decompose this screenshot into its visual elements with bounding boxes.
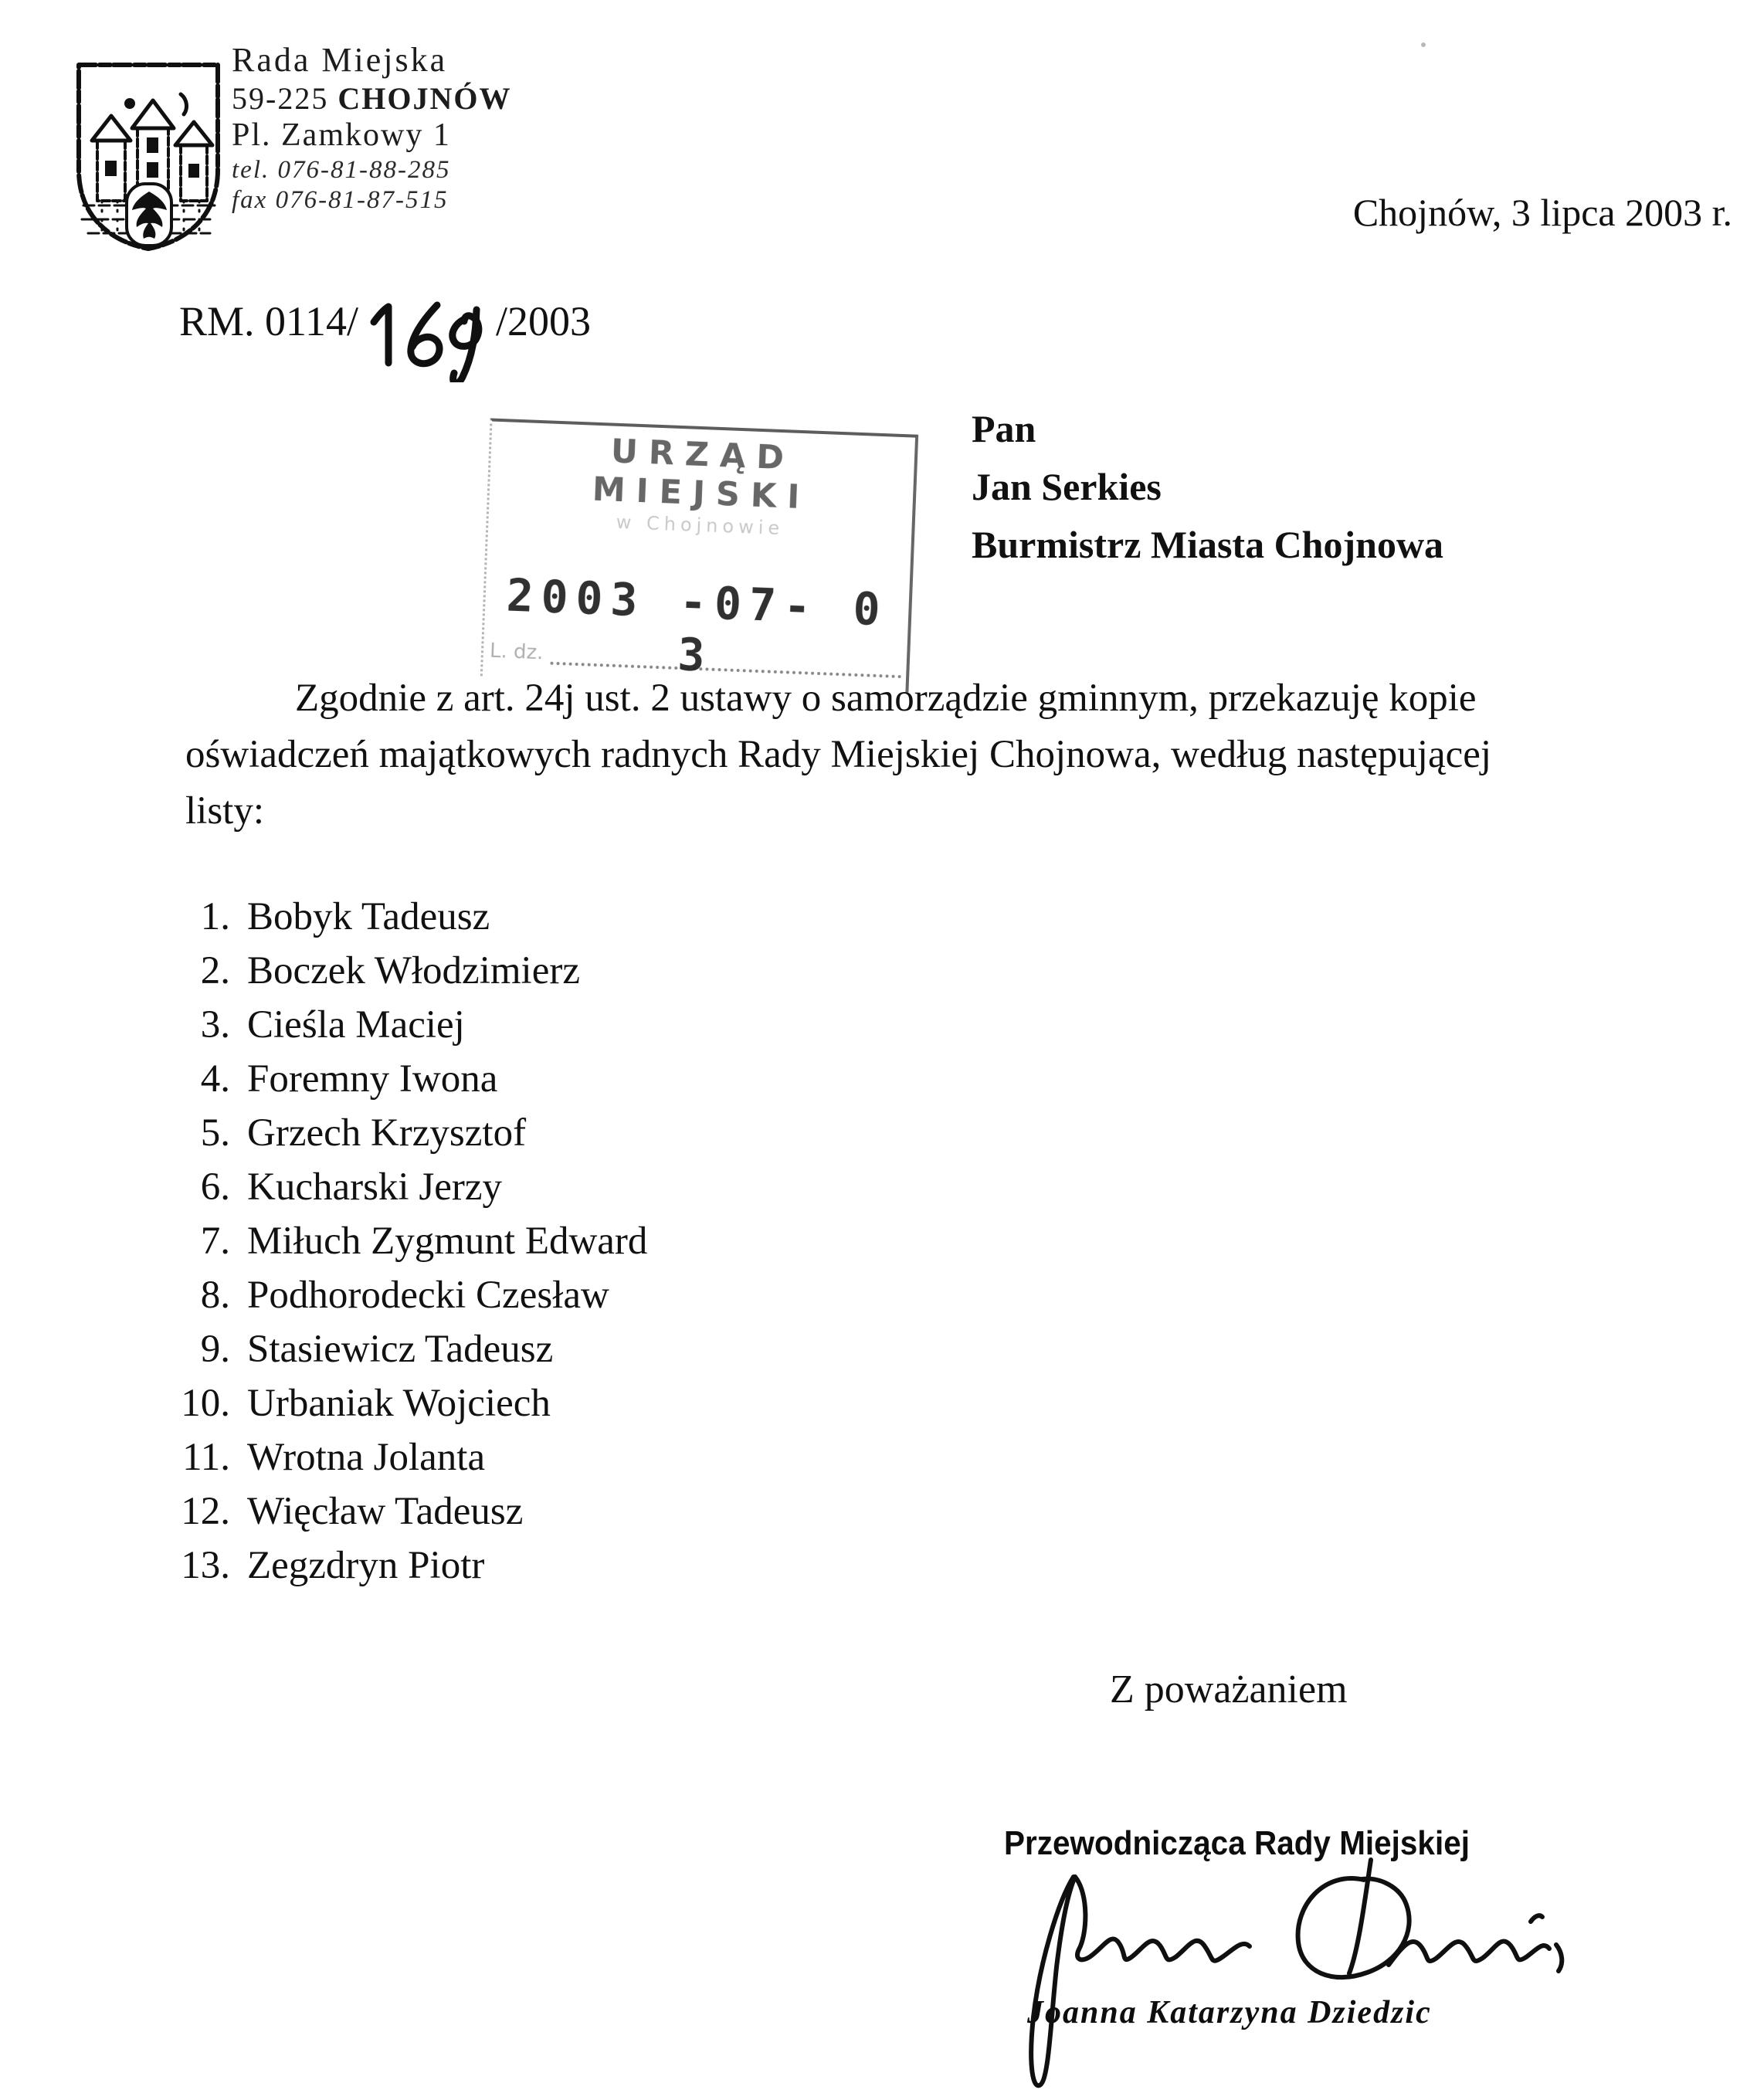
reference-suffix: /2003 <box>496 298 592 344</box>
body-paragraph <box>185 670 1703 840</box>
handwritten-case-number <box>363 287 494 382</box>
list-item-number: 12. <box>181 1490 230 1533</box>
list-item-number: 11. <box>182 1436 230 1479</box>
list-item-number: 3. <box>200 1003 230 1047</box>
list-item-number: 8. <box>200 1274 230 1317</box>
list-item <box>116 890 647 944</box>
list-item-number: 4. <box>200 1057 230 1101</box>
list-item <box>116 998 647 1052</box>
list-item <box>116 1106 647 1160</box>
recipient-block <box>972 400 1443 574</box>
list-item-name: Więcław Tadeusz <box>247 1490 524 1533</box>
list-item <box>116 1322 647 1376</box>
list-item-name: Bobyk Tadeusz <box>247 895 490 938</box>
list-item <box>116 1268 647 1322</box>
list-item-name: Cieśla Maciej <box>247 1003 465 1047</box>
handwritten-signature <box>987 1847 1597 2100</box>
stamp-office-name: URZĄD MIEJSKI <box>591 432 812 517</box>
list-item-name: Grzech Krzysztof <box>247 1111 527 1155</box>
letterhead <box>232 40 511 215</box>
reference-prefix: RM. 0114/ <box>179 298 359 344</box>
signer-printed-name: Joanna Katarzyna Dziedzic <box>1027 1995 1432 2030</box>
letterhead-address: Pl. Zamkowy 1 <box>232 117 451 154</box>
list-item-name: Foremny Iwona <box>247 1057 498 1101</box>
list-item-number: 7. <box>200 1220 230 1263</box>
stamp-ldz-label: L. dz. <box>489 639 544 665</box>
stamp-office-city: w Chojnowie <box>616 511 785 540</box>
recipient-salutation: Pan <box>972 407 1036 450</box>
letterhead-postal-code: 59-225 <box>232 80 338 116</box>
body-line-1: Zgodnie z art. 24j ust. 2 ustawy o samorządzie gminnym, przekazuję kopie <box>295 677 1477 720</box>
letterhead-postal <box>232 80 511 117</box>
list-item-name: Miłuch Zygmunt Edward <box>247 1220 648 1263</box>
signer-title: Przewodnicząca Rady Miejskiej <box>1004 1824 1470 1862</box>
letterhead-city: CHOJNÓW <box>337 80 512 116</box>
dateline: Chojnów, 3 lipca 2003 r. <box>1352 191 1732 234</box>
scan-speck <box>1421 42 1426 47</box>
list-item <box>116 1052 647 1106</box>
list-item-number: 13. <box>181 1544 230 1587</box>
recipient-title: Burmistrz Miasta Chojnowa <box>972 523 1444 566</box>
list-item-name: Podhorodecki Czesław <box>247 1274 609 1317</box>
list-item-name: Urbaniak Wojciech <box>247 1382 551 1425</box>
list-item-number: 1. <box>200 895 230 938</box>
body-line-2: oświadczeń majątkowych radnych Rady Miejskiej Chojnowa, według następującej <box>185 733 1492 776</box>
reference-number <box>179 297 591 382</box>
list-item <box>116 1430 647 1484</box>
list-item <box>116 1484 647 1539</box>
closing-phrase: Z poważaniem <box>1110 1667 1348 1712</box>
councillors-list <box>116 890 647 1593</box>
list-item-name: Stasiewicz Tadeusz <box>247 1328 554 1371</box>
recipient-name: Jan Serkies <box>972 465 1162 508</box>
list-item-name: Wrotna Jolanta <box>247 1436 486 1479</box>
list-item-number: 5. <box>200 1111 230 1155</box>
list-item-number: 6. <box>200 1165 230 1209</box>
letterhead-org-name: Rada Miejska <box>232 41 448 79</box>
stamp-date: 2003 -07- 0 3 <box>505 568 889 682</box>
letterhead-tel: tel. 076-81-88-285 <box>232 155 451 184</box>
list-item-number: 10. <box>181 1382 230 1425</box>
letterhead-fax: fax 076-81-87-515 <box>232 185 449 214</box>
list-item <box>116 1539 647 1593</box>
chojnow-coat-of-arms <box>71 54 226 255</box>
list-item <box>116 944 647 998</box>
list-item-number: 9. <box>200 1328 230 1371</box>
list-item <box>116 1376 647 1430</box>
body-line-3: listy: <box>185 789 265 833</box>
received-stamp <box>480 418 918 692</box>
list-item <box>116 1214 647 1268</box>
list-item <box>116 1160 647 1214</box>
list-item-name: Boczek Włodzimierz <box>247 949 580 992</box>
list-item-name: Kucharski Jerzy <box>247 1165 502 1209</box>
list-item-number: 2. <box>200 949 230 992</box>
list-item-name: Zegzdryn Piotr <box>247 1544 485 1587</box>
